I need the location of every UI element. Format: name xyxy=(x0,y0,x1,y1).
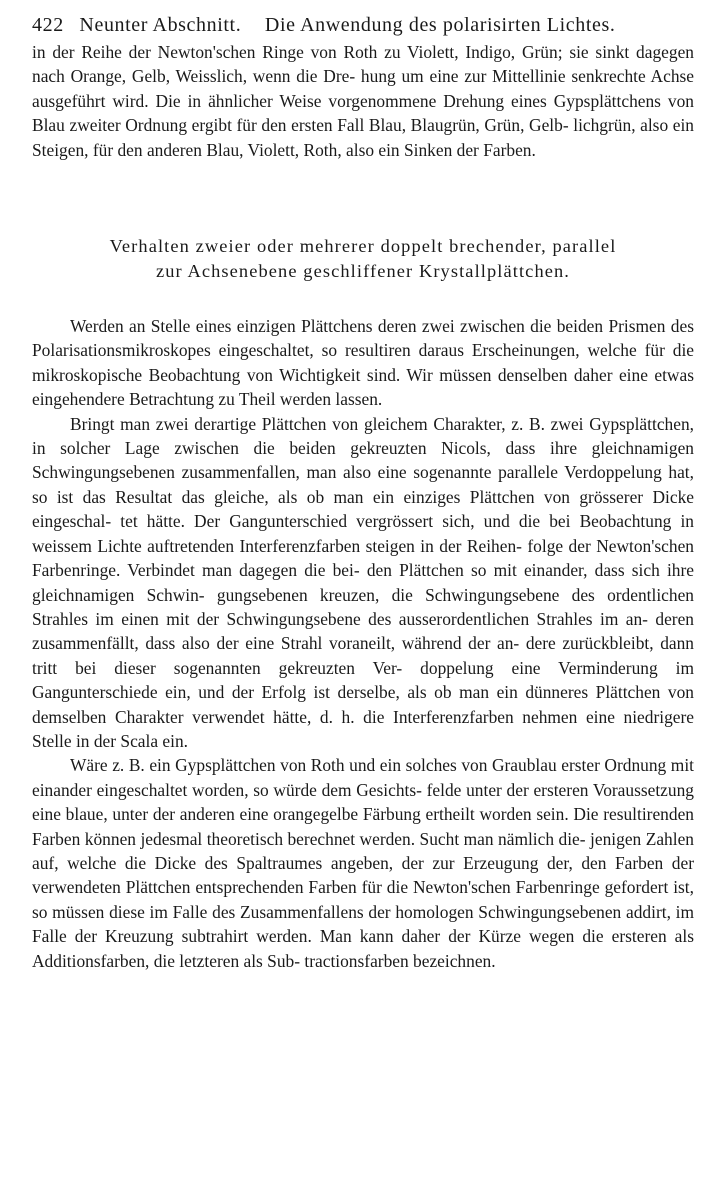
text-line: addirt, im Falle der Kreuzung subtrahirt werden. Man kann daher der xyxy=(32,901,694,947)
section-heading xyxy=(32,234,694,284)
text-line: folge der Newton'schen Farbenringe. Verbindet man dagegen die bei- xyxy=(32,535,694,581)
text-line: dass ihre gleichnamigen Schwingungsebenen zusammenfallen, man also xyxy=(32,438,694,483)
text-line: Werden an Stelle eines einzigen Plättchens deren zwei zwischen die xyxy=(70,316,552,337)
text-line: ähnlicher Weise vorgenommene Drehung eines Gypsplättchens von Blau xyxy=(32,90,694,136)
running-head xyxy=(32,12,694,38)
text-line: tractionsfarben bezeichnen. xyxy=(304,950,496,971)
text-line: Grün; sie sinkt dagegen nach Orange, Gelb, Weisslich, wenn die Dre- xyxy=(32,42,694,87)
text-line: verwendet hätte, d. h. die Interferenzfarben nehmen eine niedrigere Stelle xyxy=(32,706,694,751)
text-line: lichgrün, also ein Steigen, für den anderen Blau, Violett, Roth, also ein xyxy=(32,115,694,160)
text-line: diese im Falle des Zusammenfallens der homologen Schwingungsebenen xyxy=(109,901,622,922)
text-line: felde unter der ersteren Voraussetzung eine blaue, unter der anderen eine xyxy=(32,779,694,825)
text-line: doppelung eine Verminderung im Gangunterschiede ein, und der Erfolg xyxy=(32,657,694,703)
text-line: Bringt man zwei derartige Plättchen von gleichem Charakter, z. B. xyxy=(70,413,545,434)
text-line: hung um eine zur Mittellinie senkrechte Achse ausgeführt wird. Die in xyxy=(32,66,694,111)
text-line: tet hätte. Der Gangunterschied vergrössert sich, und die bei Beobachtung xyxy=(120,511,672,532)
text-line: daraus Erscheinungen, welche für die mikroskopische Beobachtung von xyxy=(32,340,694,385)
section-name: Neunter Abschnitt. xyxy=(79,14,242,36)
text-line: Wichtigkeit sind. Wir müssen denselben daher eine etwas eingehendere xyxy=(32,364,694,410)
text-line: Farben für die Newton'schen Farbenringe gefordert ist, so müssen xyxy=(32,877,694,922)
chapter-title: Die Anwendung des polarisirten Lichtes. xyxy=(264,14,616,36)
text-line: zweiter Ordnung ergibt für den ersten Fall Blau, Blaugrün, Grün, Gelb- xyxy=(69,115,569,136)
text-line: beiden Prismen des Polarisationsmikroskopes eingeschaltet, so resultiren xyxy=(32,316,694,361)
text-line: Sinken der Farben. xyxy=(403,139,536,160)
intro-paragraph xyxy=(32,40,694,162)
text-line: erster Ordnung mit einander eingeschaltet worden, so würde dem Gesichts- xyxy=(32,755,694,800)
text-line: einen mit der Schwingungsebene des ausserordentlichen Strahles im an- xyxy=(121,608,648,629)
text-line: Erzeugung der, den Farben der verwendeten Plättchen entsprechenden xyxy=(32,852,694,898)
text-line: ist derselbe, als ob man ein dünneres Plättchen von demselben Charakter xyxy=(32,682,694,727)
section-heading-line: Verhalten zweier oder mehrerer doppelt brechender, parallel xyxy=(109,236,617,257)
text-line: Kürze wegen die ersteren als Additionsfarben, die letzteren als Sub- xyxy=(32,926,694,971)
text-line: in der Reihe der Newton'schen Ringe von Roth zu Violett, Indigo, xyxy=(32,42,516,62)
text-line: zwei Gypsplättchen, in solcher Lage zwischen die beiden gekreuzten Nicols, xyxy=(32,413,694,459)
text-line: in der Scala ein. xyxy=(75,730,188,751)
text-line: dere zurückbleibt, dann tritt bei dieser sogenannten gekreuzten Ver- xyxy=(32,633,694,678)
text-line: orangegelbe Färbung ertheilt worden sein. Die resultirenden Farben xyxy=(32,804,694,849)
text-line: den Plättchen so mit einander, dass sich ihre gleichnamigen Schwin- xyxy=(32,560,694,605)
text-line: deren zusammenfällt, dass also der eine Strahl voraneilt, während der an- xyxy=(32,608,694,654)
text-line: Betrachtung zu Theil werden lassen. xyxy=(129,389,383,410)
text-line: jenigen Zahlen auf, welche die Dicke des Spaltraumes angeben, der zur xyxy=(32,828,694,873)
text-line: Wäre z. B. ein Gypsplättchen von Roth und ein solches von Graublau xyxy=(70,755,557,776)
paragraph xyxy=(32,314,694,412)
text-line: eine sogenannte parallele Verdoppelung hat, so ist das Resultat das xyxy=(32,462,694,507)
text-line: gleiche, als ob man ein einziges Plättchen von grösserer Dicke eingeschal- xyxy=(32,486,694,532)
text-line: können jedesmal theoretisch berechnet werden. Sucht man nämlich die- xyxy=(84,828,586,849)
section-heading-line: zur Achsenebene geschliffener Krystallplättchen. xyxy=(156,261,570,282)
page-number: 422 xyxy=(32,14,64,36)
paragraph xyxy=(32,753,694,973)
paragraph xyxy=(32,412,694,754)
text-line: in weissem Lichte auftretenden Interferenzfarben steigen in der Reihen- xyxy=(32,511,694,556)
text-line: gungsebenen kreuzen, die Schwingungsebene des ordentlichen Strahles im xyxy=(32,584,694,629)
